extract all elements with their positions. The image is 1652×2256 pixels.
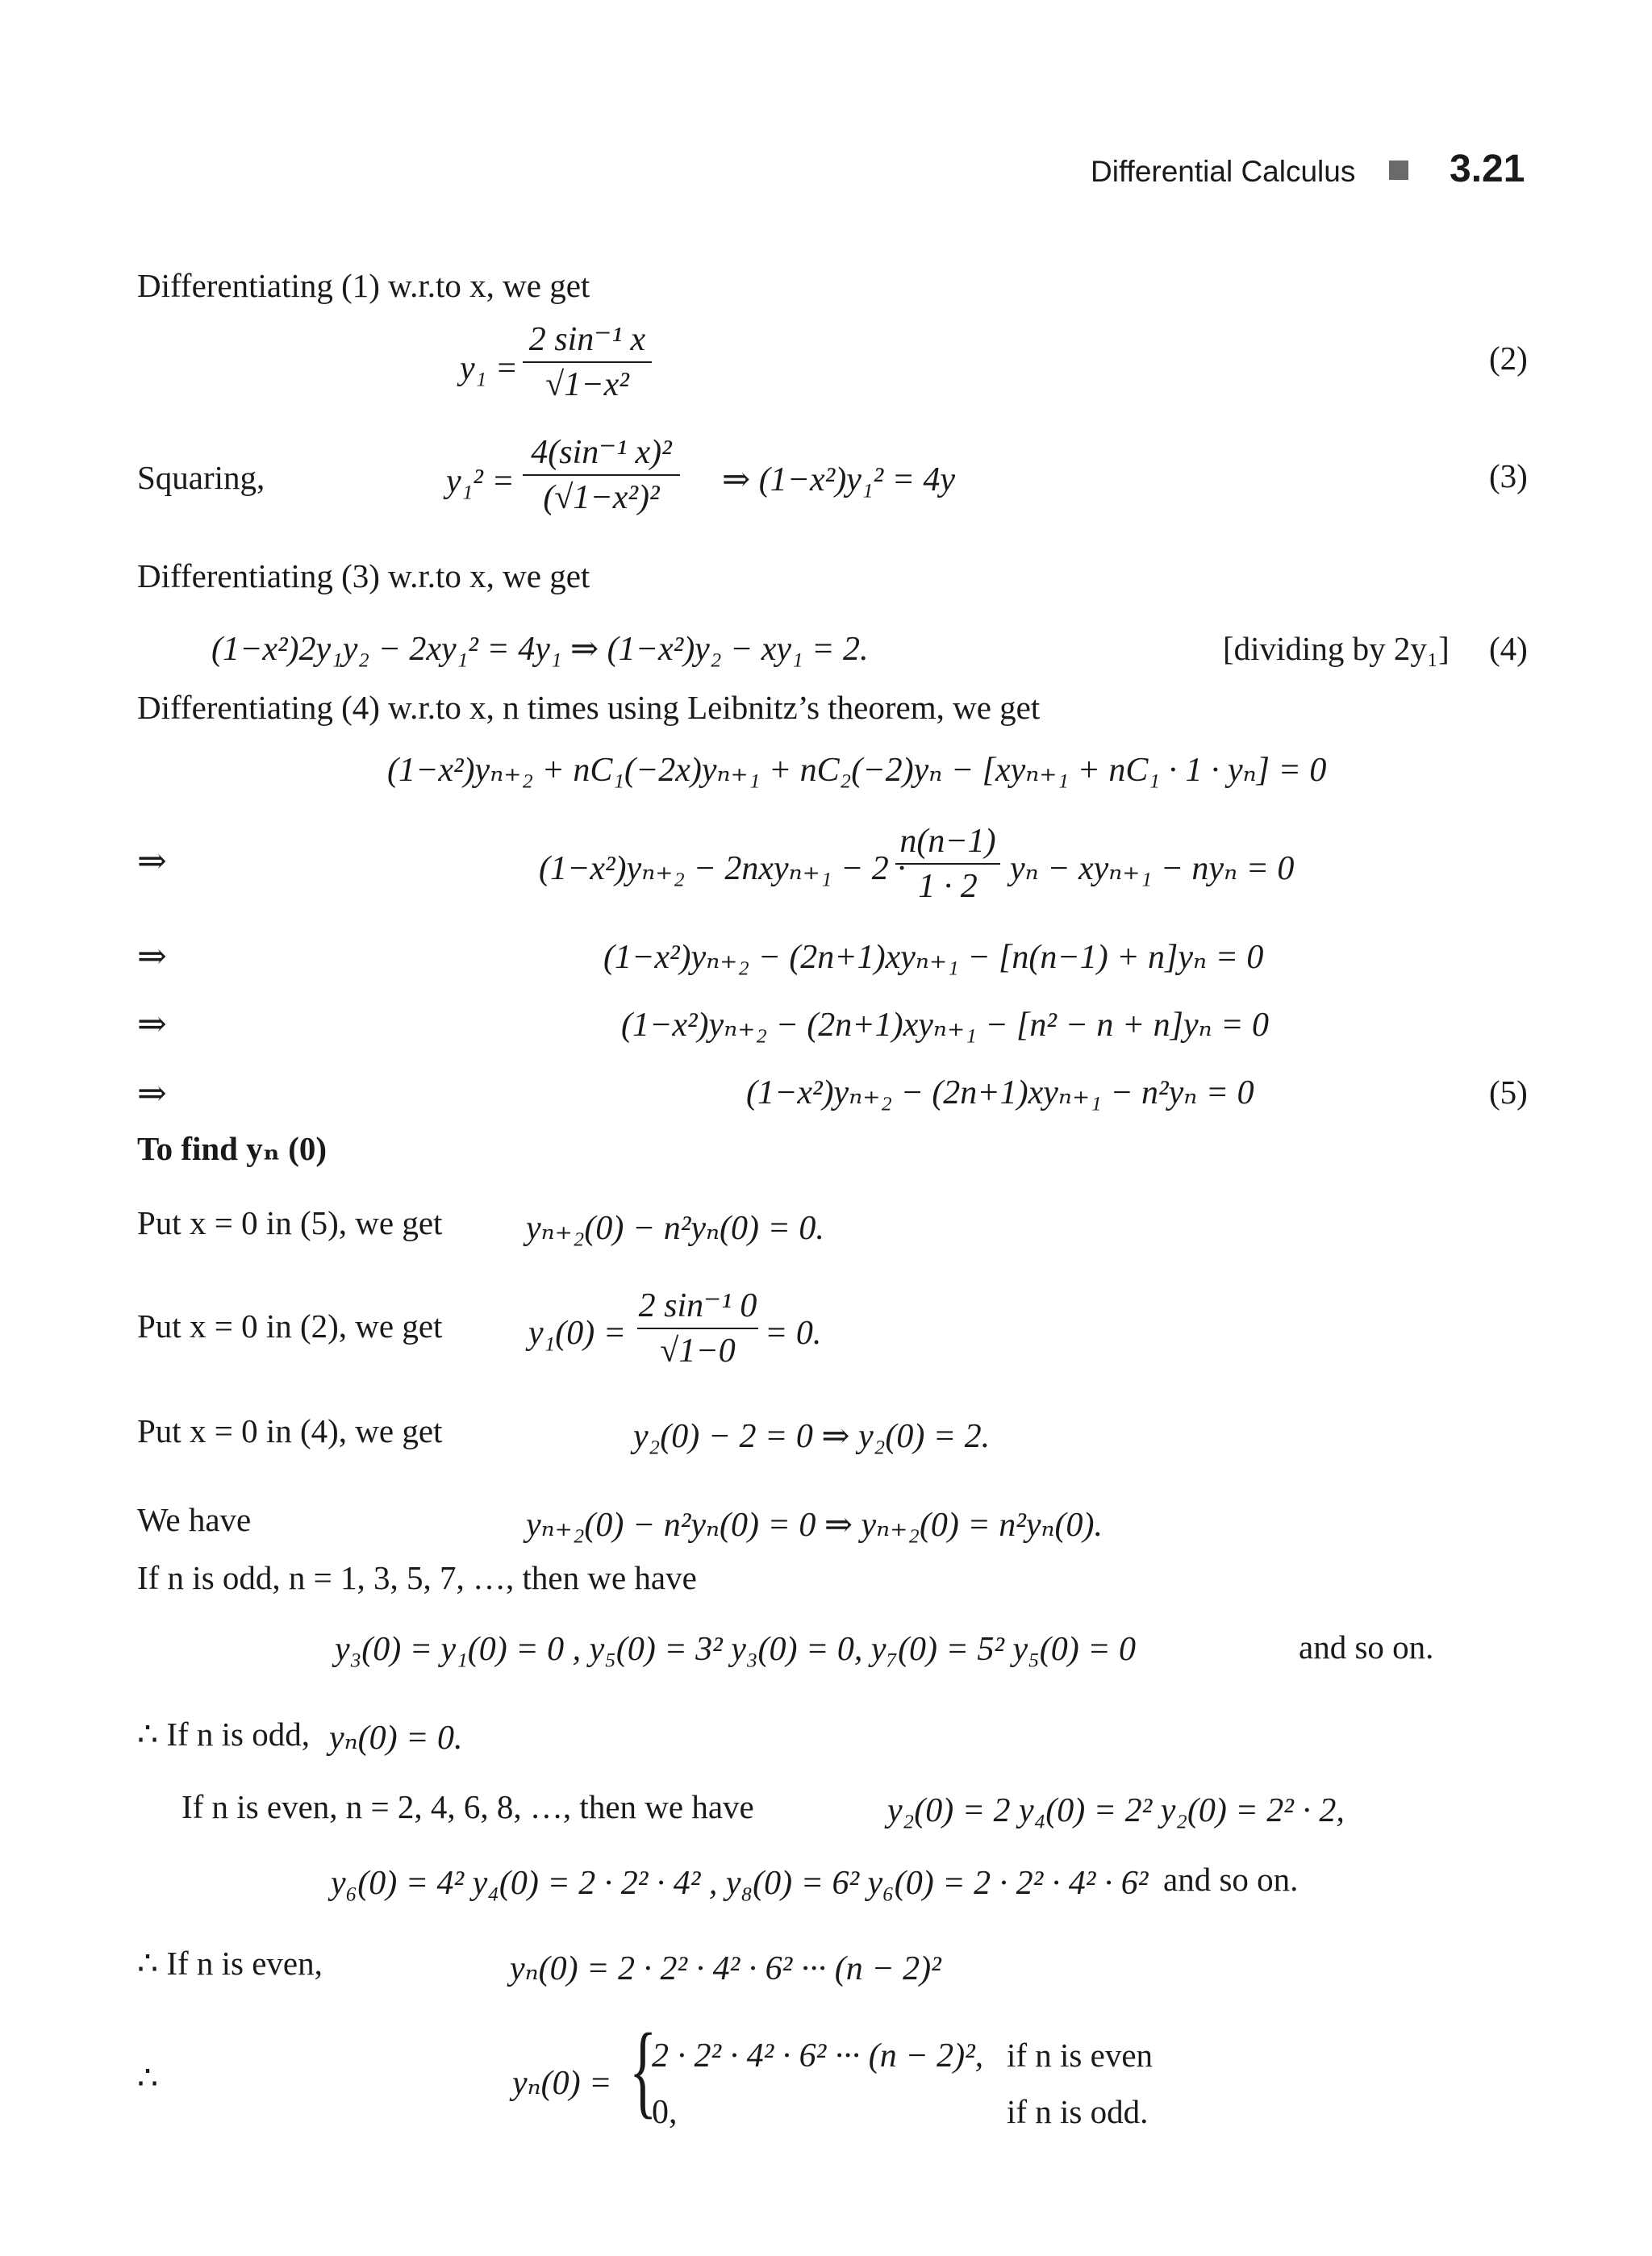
text-odd-intro [137,1559,697,1596]
eq2-fraction [523,323,652,402]
eq-leibnitz-2-fraction [895,824,1000,903]
text-differentiating-3: Differentiating (3) w.r.to x, we get [137,557,590,594]
implies-arrow-3: ⇒ [137,1004,167,1044]
eq2-denominator: √1−x² [523,361,652,402]
eq-odd-conclusion: yₙ(0) = 0. [329,1720,463,1757]
text-squaring: Squaring, [137,459,265,496]
final-lhs: yₙ(0) = [512,2065,612,2102]
eq-leibnitz-2-numerator: n(n−1) [899,823,996,860]
text-even-intro: If n is even, n = 2, 4, 6, 8, …, then we have [181,1788,754,1825]
eq2-numerator: 2 sin⁻¹ x [528,321,646,358]
final-condition-2: if n is odd. [1007,2093,1149,2130]
final-case-2: 0, [652,2094,678,2131]
running-header-title: Differential Calculus [1091,155,1356,188]
text-even-tail: and so on. [1163,1861,1299,1898]
eq3-fraction [523,436,680,515]
eq-leibnitz-2a: (1−x²)yₙ₊₂ − 2nxyₙ₊₁ − 2 · [539,850,906,887]
eq3-numerator: 4(sin⁻¹ x)² [531,434,672,471]
eq-we-have: yₙ₊₂(0) − n²yₙ(0) = 0 ⇒ yₙ₊₂(0) = n²yₙ(0). [526,1507,1103,1544]
eq-put-2-numerator: 2 sin⁻¹ 0 [638,1287,757,1324]
page-number: 3.21 [1450,148,1525,190]
text-we-have: We have [137,1501,252,1538]
text-put-4: Put x = 0 in (4), we get [137,1412,443,1449]
eq-leibnitz-5: (1−x²)yₙ₊₂ − (2n+1)xyₙ₊₁ − n²yₙ = 0 [746,1074,1254,1111]
eq-leibnitz-3: (1−x²)yₙ₊₂ − (2n+1)xyₙ₊₁ − [n(n−1) + n]yₙ = 0 [603,939,1264,976]
eq-put-2-fraction [637,1289,758,1368]
text-odd-conclusion: ∴ If n is odd, [137,1716,310,1753]
therefore-symbol: ∴ [137,2059,159,2096]
equation-number-5: (5) [1489,1074,1528,1111]
text-leibnitz: Differentiating (4) w.r.to x, n times using Leibnitz’s theorem, we get [137,689,1041,726]
final-case-1: 2 · 2² · 4² · 6² ··· (n − 2)², [652,2037,984,2075]
eq4: (1−x²)2y₁y₂ − 2xy₁² = 4y₁ ⇒ (1−x²)y₂ − xy₁ = 2. [211,631,869,668]
eq-leibnitz-2b: yₙ − xyₙ₊₁ − nyₙ = 0 [1010,850,1295,887]
eq-even-conclusion: yₙ(0) = 2 · 2² · 4² · 6² ··· (n − 2)² [510,1950,941,1987]
eq-leibnitz-1: (1−x²)yₙ₊₂ + nC₁(−2x)yₙ₊₁ + nC₂(−2)yₙ − [xyₙ₊₁ + nC₁ · 1 · yₙ] = 0 [387,752,1327,789]
implies-arrow-1: ⇒ [137,841,167,881]
eq3-lhs: y₁² = [446,463,515,500]
odd-intro-content: If n is odd, n = 1, 3, 5, 7, …, then we have [137,1559,697,1596]
equation-number-3: (3) [1489,457,1528,494]
left-brace: { [629,2012,657,2129]
eq-even-1: y₂(0) = 2 y₄(0) = 2² y₂(0) = 2² · 2, [887,1792,1345,1829]
eq-leibnitz-4: (1−x²)yₙ₊₂ − (2n+1)xyₙ₊₁ − [n² − n + n]yₙ = 0 [621,1007,1270,1044]
eq3-denominator: (√1−x²)² [523,474,680,515]
eq-put-2-rhs: = 0. [765,1315,822,1352]
eq4-note: [dividing by 2y₁] [1223,630,1450,667]
equation-number-2: (2) [1489,340,1528,377]
heading-to-find: To find yₙ (0) [137,1130,327,1167]
text-odd-tail: and so on. [1299,1628,1434,1666]
text-put-5: Put x = 0 in (5), we get [137,1204,443,1241]
eq-odd: y₃(0) = y₁(0) = 0 , y₅(0) = 3² y₃(0) = 0, y₇(0) = 5² y₅(0) = 0 [335,1631,1137,1668]
implies-arrow-4: ⇒ [137,1074,167,1113]
text-put-2: Put x = 0 in (2), we get [137,1307,443,1345]
text-even-conclusion: ∴ If n is even, [137,1945,323,1982]
final-condition-1: if n is even [1007,2037,1153,2074]
eq-put-5: yₙ₊₂(0) − n²yₙ(0) = 0. [526,1210,824,1247]
eq2-lhs: y₁ = [460,350,519,387]
header-square-icon [1389,161,1408,180]
eq-even-2: y₆(0) = 4² y₄(0) = 2 · 2² · 4² , y₈(0) = 6² y₆(0) = 2 · 2² · 4² · 6² [331,1865,1149,1902]
implies-arrow-2: ⇒ [137,936,167,976]
eq-put-2-denominator: √1−0 [637,1328,758,1368]
eq-put-4: y₂(0) − 2 = 0 ⇒ y₂(0) = 2. [633,1418,991,1455]
eq-put-2-lhs: y₁(0) = [528,1315,627,1352]
text-differentiating-1: Differentiating (1) w.r.to x, we get [137,267,590,304]
eq3-rhs: ⇒ (1−x²)y₁² = 4y [722,461,956,498]
equation-number-4: (4) [1489,630,1528,667]
eq-leibnitz-2-denominator: 1 · 2 [895,863,1000,903]
